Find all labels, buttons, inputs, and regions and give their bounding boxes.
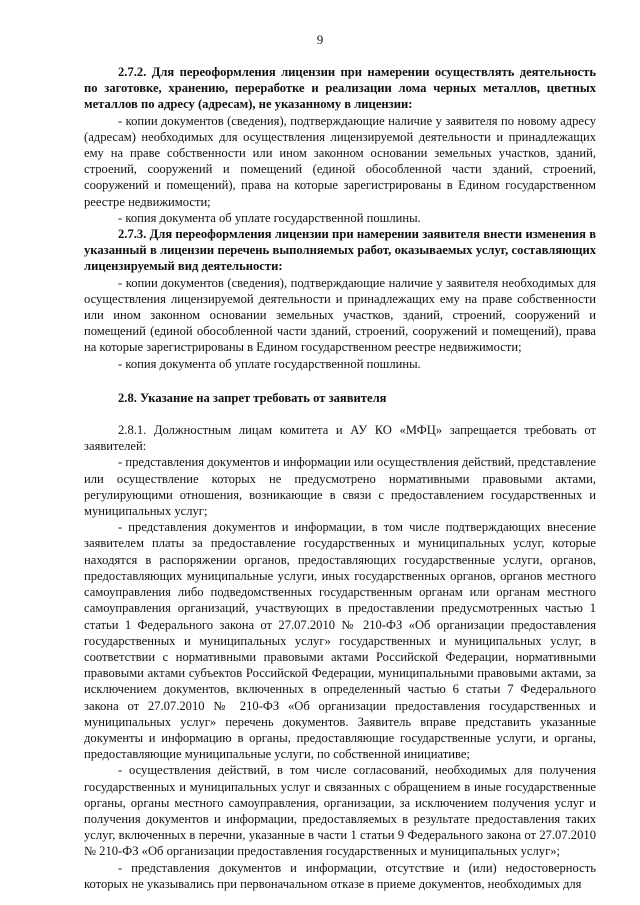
prohibition-item-4: - представления документов и информации, отсутствие и (или) недостоверность которых не указывались при первоначальном отказе в приеме документов, необходимых для: [84, 860, 596, 891]
section-2-7-2-item-1: - копии документов (сведения), подтверждающие наличие у заявителя по новому адресу (адресам) необходимых для осуществления лицензируемой деятельности и принадлежащих ему на праве собственности или ином законном основании земельных участков, зданий, строений, сооружений и помещений (единой обособленной части зданий, строений, сооружений и помещений), права на которые зарегистрированы в Едином государственном реестре недвижимости;: [84, 113, 596, 209]
page-number: 9: [316, 32, 324, 47]
prohibition-item-1: - представления документов и информации или осуществления действий, представление или осуществление которых не предусмотрено нормативными правовыми актами, регулирующими отношения, возникающие в связи с предоставлением государственных и муниципальных услуг;: [84, 455, 596, 519]
section-2-8-1-paragraph: 2.8.1. Должностным лицам комитета и АУ КО «МФЦ» запрещается требовать от заявителей:: [84, 423, 596, 454]
document-body: [84, 64, 596, 892]
section-2-7-2-heading: 2.7.2. Для переоформления лицензии при намерении осуществлять деятельность по заготовке, хранению, переработке и реализации лома черных металлов, цветных металлов по адресу (адресам), не указанному в лицензии:: [84, 65, 596, 112]
section-2-7-3-item-2: - копия документа об уплате государственной пошлины.: [118, 356, 421, 371]
spacer: [84, 372, 596, 390]
section-2-7-3-heading: 2.7.3. Для переоформления лицензии при намерении заявителя внести изменения в указанный в лицензии перечень выполняемых работ, оказываемых услуг, составляющих лицензируемый вид деятельности:: [84, 227, 596, 274]
section-2-8-heading: 2.8. Указание на запрет требовать от заявителя: [118, 390, 387, 405]
prohibition-item-3: - осуществления действий, в том числе согласований, необходимых для получения государственных и муниципальных услуг и связанных с обращением в иные государственные органы, органы местного самоуправления, организации, за исключением получения услуг и получения документов и информации, предоставляемых в результате предоставления таких услуг, включенных в перечни, указанные в части 1 статьи 9 Федерального закона от 27.07.2010 № 210-ФЗ «Об организации предоставления государственных и муниципальных услуг»;: [84, 763, 596, 859]
section-2-7-3-item-1: - копии документов (сведения), подтверждающие наличие у заявителя необходимых для осуществления лицензируемой деятельности и принадлежащих ему на праве собственности или ином законном основании земельных участков, зданий, строений, сооружений и помещений (единой обособленной части зданий, строений, сооружений и помещений), права на которые зарегистрированы в Едином государственном реестре недвижимости;: [84, 275, 596, 355]
section-2-7-2-item-2: - копия документа об уплате государственной пошлины.: [118, 210, 421, 225]
prohibition-item-2: - представления документов и информации, в том числе подтверждающих внесение заявителем платы за предоставление государственных и муниципальных услуг, которые находятся в распоряжении органов, предоставляющих государственные услуги, органов, предоставляющих муниципальные услуги, иных государственных органов, органов местного самоуправления либо подведомственных государственным органам или органам местного самоуправления организаций, участвующих в предоставлении предусмотренных частью 1 статьи 1 Федерального закона от 27.07.2010 № 210-ФЗ «Об организации предоставления государственных и муниципальных услуг» государственных и муниципальных услуг, в соответствии с нормативными правовыми актами Российской Федерации, нормативными правовыми актами субъектов Российской Федерации, муниципальными правовыми актами, за исключением документов, включенных в определенный частью 6 статьи 7 Федерального закона от 27.07.2010 № 210-ФЗ «Об организации предоставления государственных и муниципальных услуг» перечень документов. Заявитель вправе представить указанные документы и информацию в органы, предоставляющие государственные услуги, и органы, предоставляющие муниципальные услуги, по собственной инициативе;: [84, 520, 596, 762]
spacer: [84, 406, 596, 422]
